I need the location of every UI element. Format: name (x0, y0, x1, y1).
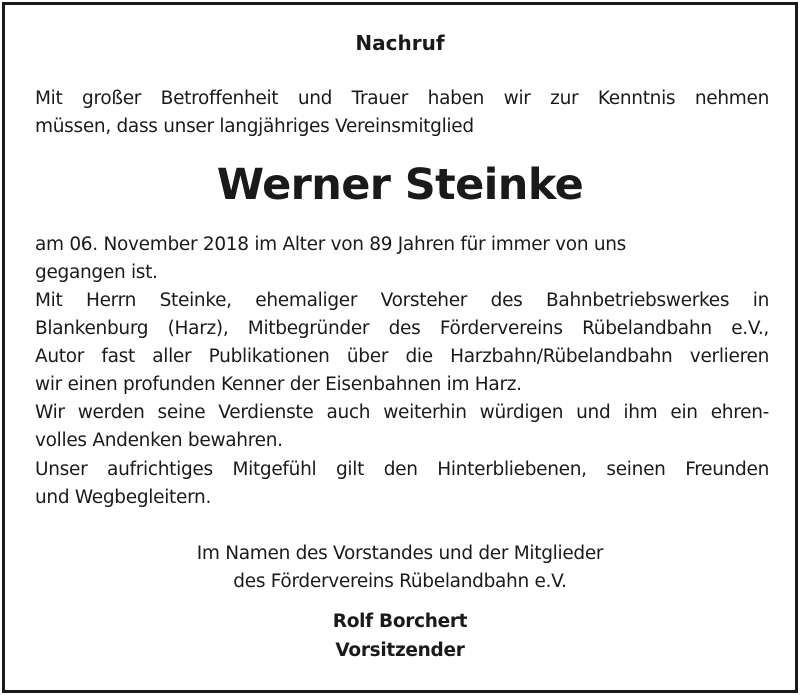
body-line (35, 399, 769, 427)
body-line (35, 287, 769, 315)
body-line (35, 371, 769, 399)
signatory-name: Rolf Borchert (332, 611, 468, 632)
closing-line-1: Im Namen des Vorstandes und der Mitglieder (196, 543, 604, 564)
intro-line-2 (35, 113, 769, 141)
body-line (35, 343, 769, 371)
body-text: Autor fast aller Publikationen über die Harzbahn/Rübelandbahn verlieren (35, 346, 769, 367)
closing-line-2: des Fördervereins Rübelandbahn e.V. (233, 571, 567, 592)
body-text: am 06. November 2018 im Alter von 89 Jahren für immer von uns (35, 234, 627, 255)
body-text: wir einen profunden Kenner der Eisenbahnen im Harz. (35, 374, 522, 395)
body-text: und Wegbegleitern. (35, 487, 212, 508)
body-line (35, 456, 769, 484)
body-text: gegangen ist. (35, 262, 158, 283)
body-line (35, 427, 769, 455)
body-text: Mit Herrn Steinke, ehemaliger Vorsteher des Bahnbetriebswerkes in (35, 290, 769, 311)
intro-line-1 (35, 85, 769, 113)
deceased-name: Werner Steinke (216, 160, 584, 210)
obituary-notice (2, 2, 798, 693)
notice-heading: Nachruf (355, 31, 445, 55)
body-text: Unser aufrichtiges Mitgefühl gilt den Hinterbliebenen, seinen Freunden (35, 459, 769, 480)
body-text: volles Andenken bewahren. (35, 430, 283, 451)
body-line (35, 231, 769, 259)
body-text: Wir werden seine Verdienste auch weiterhin würdigen und ihm ein ehren- (35, 402, 769, 423)
body-text: Blankenburg (Harz), Mitbegründer des Fördervereins Rübelandbahn e.V., (35, 318, 769, 339)
body-line (35, 259, 769, 287)
body-line (35, 315, 769, 343)
signatory-role: Vorsitzender (335, 640, 465, 661)
body-line (35, 484, 769, 512)
intro-text-1: Mit großer Betroffenheit und Trauer haben wir zur Kenntnis nehmen (35, 88, 769, 109)
intro-text-2: müssen, dass unser langjähriges Vereinsmitglied (35, 116, 474, 137)
